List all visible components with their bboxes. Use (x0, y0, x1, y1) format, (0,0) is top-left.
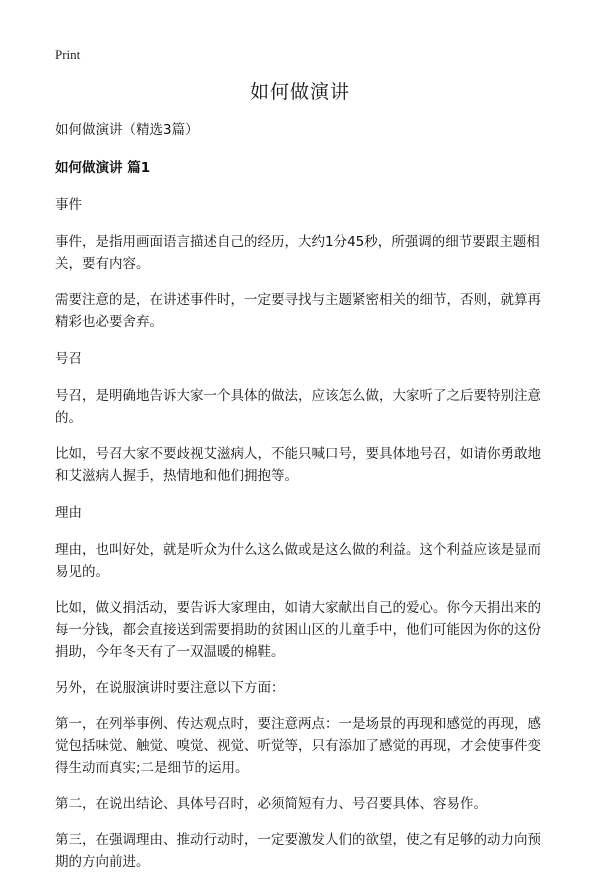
label-event: 事件 (55, 197, 82, 213)
paragraph: 需要注意的是，在讲述事件时，一定要寻找与主题紧密相关的细节，否则，就算再精彩也必要舍弃。 (55, 292, 541, 330)
document-subtitle: 如何做演讲（精选3篇） (55, 122, 199, 138)
section-heading: 如何做演讲 篇1 (55, 160, 151, 176)
paragraph: 比如，号召大家不要歧视艾滋病人，不能只喊口号，要具体地号召，如请你勇敢地和艾滋病人握手，热情地和他们拥抱等。 (55, 446, 541, 484)
paragraph: 第一，在列举事例、传达观点时，要注意两点：一是场景的再现和感觉的再现，感觉包括味觉、触觉、嗅觉、视觉、听觉等，只有添加了感觉的再现，才会使事件变得生动而真实;二是细节的运用。 (55, 716, 541, 776)
paragraph: 事件，是指用画面语言描述自己的经历，大约1分45秒，所强调的细节要跟主题相关，要有内容。 (55, 234, 540, 272)
label-call-to-action: 号召 (55, 351, 82, 367)
paragraph: 理由，也叫好处，就是听众为什么这么做或是这么做的利益。这个利益应该是显而易见的。 (55, 542, 541, 580)
document-title: 如何做演讲 (249, 81, 350, 103)
label-reason: 理由 (55, 505, 82, 521)
print-link[interactable]: Print (55, 47, 81, 62)
paragraph: 另外，在说服演讲时要注意以下方面： (55, 680, 285, 696)
paragraph: 比如，做义捐活动，要告诉大家理由，如请大家献出自己的爱心。你今天捐出来的每一分钱，都会直接送到需要捐助的贫困山区的儿童手中，他们可能因为你的这份捐助，今年冬天有了一双温暖的棉鞋。 (55, 600, 541, 660)
paragraph: 第二，在说出结论、具体号召时，必须简短有力、号召要具体、容易作。 (55, 796, 487, 812)
paragraph: 第三，在强调理由、推动行动时，一定要激发人们的欲望，使之有足够的动力向预期的方向前进。 (55, 832, 541, 870)
paragraph: 号召，是明确地告诉大家一个具体的做法，应该怎么做，大家听了之后要特别注意的。 (55, 388, 541, 426)
